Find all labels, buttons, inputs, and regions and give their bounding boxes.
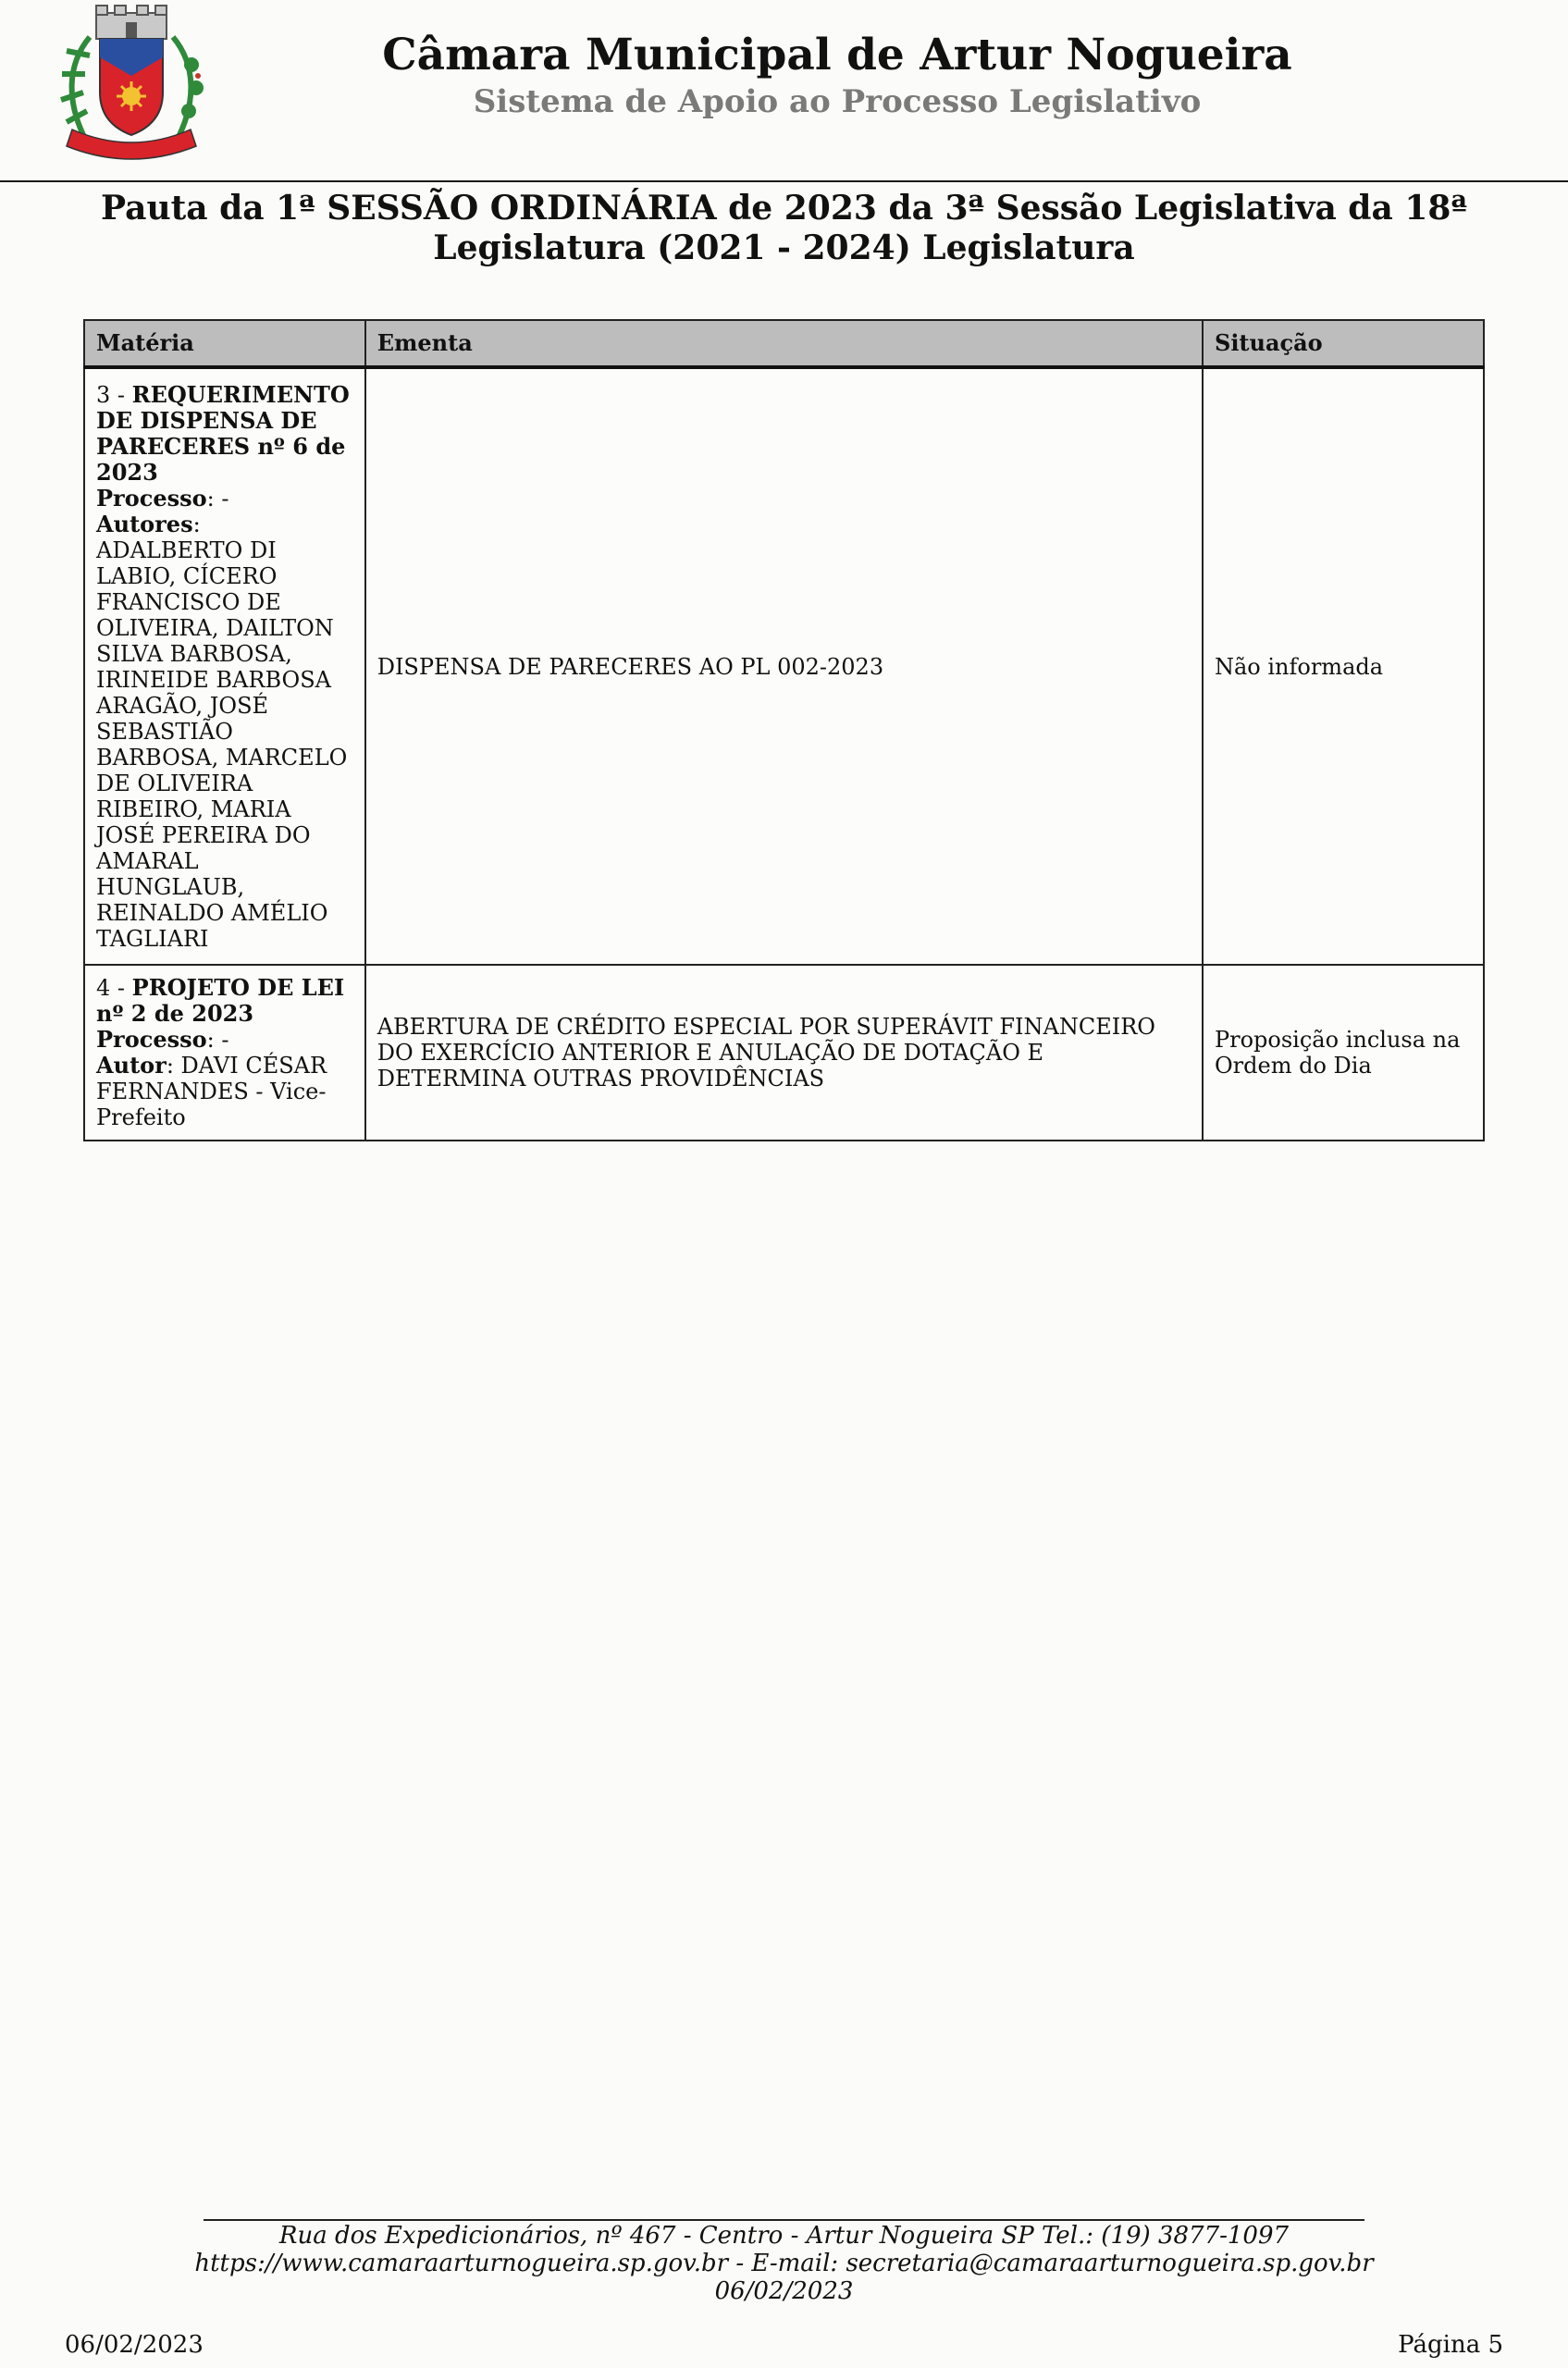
footer-divider	[204, 2219, 1364, 2221]
footer-address: Rua dos Expedicionários, nº 467 - Centro - Artur Nogueira SP Tel.: (19) 3877-1097 https://www.camaraarturnogueira.sp.gov.br - E-mail: secretaria@camaraarturnogueira.sp.gov.br 06/02/2023	[194, 2222, 1374, 2305]
processo-value: : -	[206, 1027, 229, 1053]
materia-cell	[84, 965, 365, 1141]
pauta-table	[83, 319, 1485, 1141]
materia-number: 4 -	[96, 975, 132, 1001]
autor-value: : ADALBERTO DI LABIO, CÍCERO FRANCISCO DE OLIVEIRA, DAILTON SILVA BARBOSA, IRINEIDE BARBOSA ARAGÃO, JOSÉ SEBASTIÃO BARBOSA, MARCELO DE OLIVEIRA RIBEIRO, MARIA JOSÉ PEREIRA DO AMARAL HUNGLAUB, REINALDO AMÉLIO TAGLIARI	[96, 511, 348, 952]
ementa-cell: DISPENSA DE PARECERES AO PL 002-2023	[365, 367, 1203, 965]
processo-value: : -	[206, 485, 229, 512]
materia-number: 3 -	[96, 381, 132, 408]
situacao-cell: Proposição inclusa na Ordem do Dia	[1203, 965, 1484, 1141]
autor-value: : DAVI CÉSAR FERNANDES - Vice-Prefeito	[96, 1053, 327, 1130]
materia-cell	[84, 367, 365, 965]
header-title: Câmara Municipal de Artur Nogueira	[382, 30, 1292, 80]
footer-page-number: Página 5	[1398, 2331, 1503, 2359]
autor-label: Autor	[96, 1052, 167, 1079]
ementa-cell: ABERTURA DE CRÉDITO ESPECIAL POR SUPERÁVIT FINANCEIRO DO EXERCÍCIO ANTERIOR E ANULAÇÃO DE DOTAÇÃO E DETERMINA OUTRAS PROVIDÊNCIAS	[365, 965, 1203, 1141]
autor-label: Autores	[96, 510, 193, 537]
table-header-row	[84, 320, 1484, 367]
footer-date: 06/02/2023	[65, 2331, 204, 2359]
header-situacao: Situação	[1203, 320, 1484, 367]
table-row	[84, 367, 1484, 965]
header-ementa: Ementa	[365, 320, 1203, 367]
situacao-cell: Não informada	[1203, 367, 1484, 965]
table-row	[84, 965, 1484, 1141]
header-materia: Matéria	[84, 320, 365, 367]
page-header	[0, 0, 1568, 182]
header-subtitle: Sistema de Apoio ao Processo Legislativo	[473, 83, 1202, 120]
page-title: Pauta da 1ª SESSÃO ORDINÁRIA de 2023 da 3ª Sessão Legislativa da 18ª Legislatura (2021 - 2024) Legislatura	[101, 189, 1467, 267]
materia-title: PROJETO DE LEI nº 2 de 2023	[96, 974, 345, 1027]
processo-label: Processo	[96, 484, 207, 512]
processo-label: Processo	[96, 1026, 207, 1053]
coat-of-arms-icon	[48, 0, 215, 166]
materia-title: REQUERIMENTO DE DISPENSA DE PARECERES nº 6 de 2023	[96, 380, 350, 486]
